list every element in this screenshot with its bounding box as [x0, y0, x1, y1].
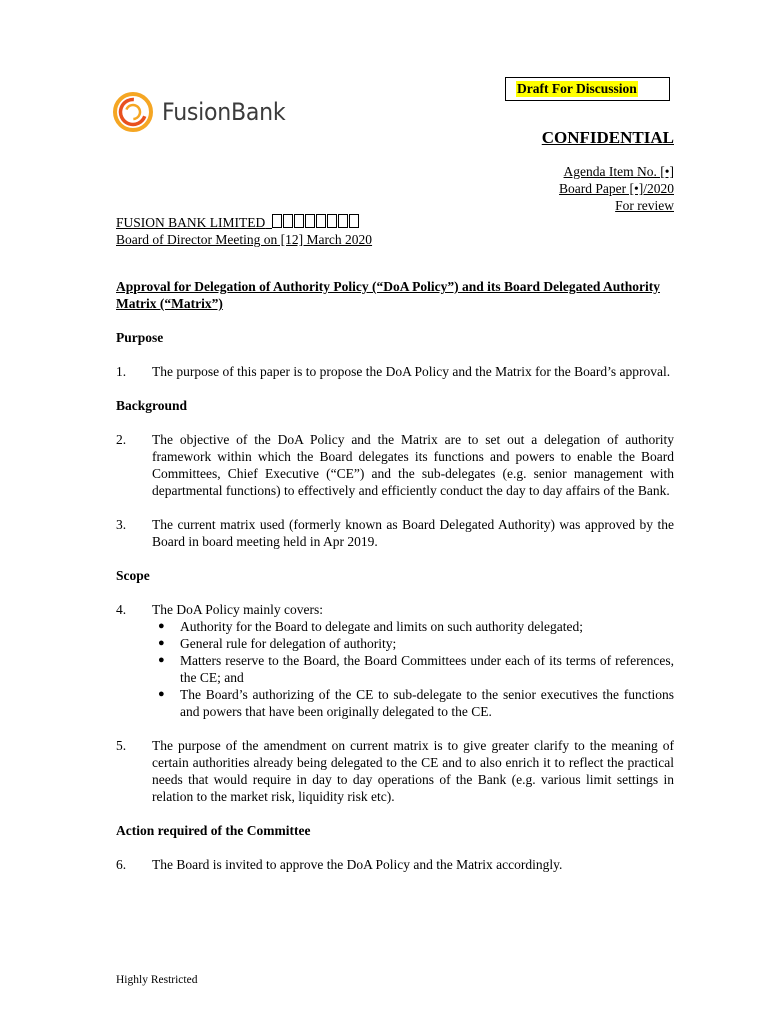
purpose-heading: Purpose [116, 330, 164, 345]
bullet-text: Authority for the Board to delegate and limits on such authority delegated; [180, 619, 584, 634]
review-status: For review [615, 198, 674, 213]
document-body [116, 278, 674, 873]
scope-bullet-list [152, 618, 674, 720]
paragraph-text: The DoA Policy mainly covers: [152, 602, 323, 617]
paragraph-text: The purpose of the amendment on current matrix is to give greater clarify to the meaning of certain authorities already being delegated to the CE and to also enrich it to reflect the practical needs that would require in day to day operations of the Bank (e.g. various limit settings in relation to the market risk, liquidity risk etc). [152, 738, 674, 804]
paragraph-number: 4. [116, 602, 127, 617]
brand-logo [112, 91, 296, 133]
bullet-icon: ● [158, 688, 165, 700]
company-name: FUSION BANK LIMITED [116, 215, 266, 230]
company-name-chinese-glyphs [272, 215, 360, 230]
agenda-item: Agenda Item No. [•] [563, 164, 674, 179]
paragraph-5 [116, 737, 674, 805]
bullet-icon: ● [158, 620, 165, 632]
paragraph-number: 3. [116, 517, 127, 532]
footer-classification: Highly Restricted [116, 974, 198, 986]
paragraph-text: The Board is invited to approve the DoA Policy and the Matrix accordingly. [152, 857, 563, 872]
list-item [152, 618, 674, 635]
draft-stamp [505, 77, 670, 101]
paragraph-number: 5. [116, 738, 127, 753]
action-heading: Action required of the Committee [116, 823, 311, 838]
meeting-line: Board of Director Meeting on [12] March 2020 [116, 232, 373, 247]
paragraph-6 [116, 856, 674, 873]
fusionbank-logo-icon [112, 91, 154, 133]
paragraph-1 [116, 363, 674, 380]
brand-name: FusionBank [162, 98, 286, 126]
confidential-label: CONFIDENTIAL [541, 128, 674, 147]
paragraph-text: The purpose of this paper is to propose the DoA Policy and the Matrix for the Board’s approval. [152, 364, 671, 379]
list-item [152, 652, 674, 686]
bullet-icon: ● [158, 637, 165, 649]
agenda-block [559, 163, 674, 214]
paragraph-number: 2. [116, 432, 127, 447]
paragraph-2 [116, 431, 674, 499]
list-item [152, 686, 674, 720]
paper-title: Approval for Delegation of Authority Policy (“DoA Policy”) and its Board Delegated Authority Matrix (“Matrix”) [116, 279, 660, 311]
company-block [116, 214, 372, 248]
company-line [116, 214, 372, 231]
paragraph-text: The current matrix used (formerly known as Board Delegated Authority) was approved by the Board in board meeting held in Apr 2019. [152, 517, 674, 549]
list-item [152, 635, 674, 652]
paragraph-number: 1. [116, 364, 127, 379]
bullet-text: Matters reserve to the Board, the Board Committees under each of its terms of references, the CE; and [180, 653, 674, 685]
background-heading: Background [116, 398, 188, 413]
bullet-text: The Board’s authorizing of the CE to sub-delegate to the senior executives the functions and powers that have been originally delegated to the CE. [180, 687, 674, 719]
bullet-text: General rule for delegation of authority; [180, 636, 397, 651]
paragraph-text: The objective of the DoA Policy and the Matrix are to set out a delegation of authority framework within which the Board delegates its functions and powers to enable the Board Committees, Chief Executive (“CE”) and the sub-delegates (e.g. senior management with departmental functions) to effectively and efficiently conduct the day to day affairs of the Bank. [152, 432, 674, 498]
paragraph-3 [116, 516, 674, 550]
draft-label: Draft For Discussion [517, 81, 637, 96]
scope-heading: Scope [116, 568, 150, 583]
paragraph-4 [116, 601, 674, 618]
bullet-icon: ● [158, 654, 165, 666]
paragraph-number: 6. [116, 857, 127, 872]
board-paper: Board Paper [•]/2020 [559, 181, 674, 196]
